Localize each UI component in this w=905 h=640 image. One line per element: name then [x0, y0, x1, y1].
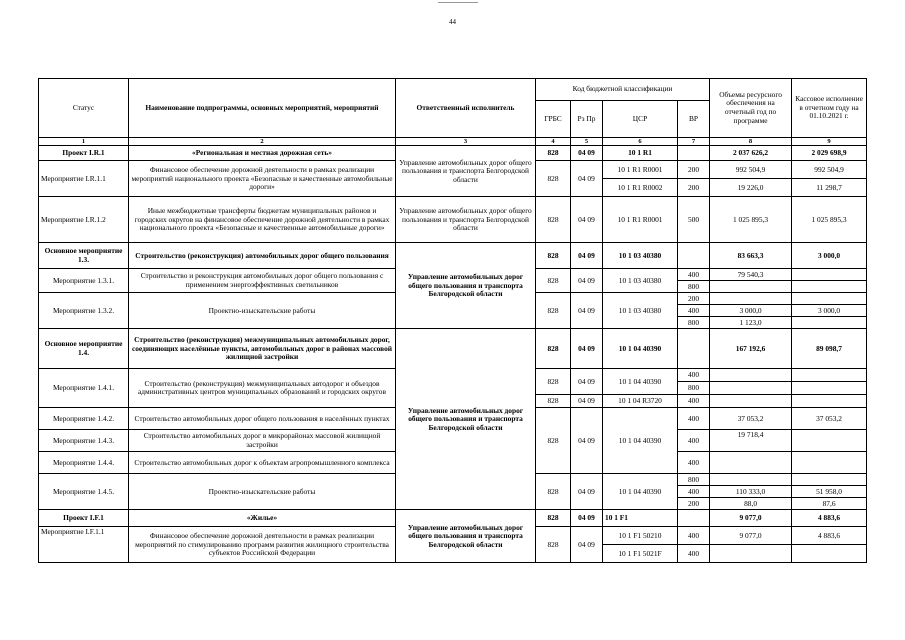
- header-budget-code: Код бюджетной классификации: [536, 79, 710, 101]
- header-rzpr: Рз Пр: [571, 101, 603, 138]
- table-row: [39, 329, 867, 369]
- row-plan: [710, 545, 792, 563]
- row-csr: 10 1 04 40390: [603, 474, 678, 510]
- row-csr: 10 1 04 40390: [603, 329, 678, 369]
- row-name: Строительство (реконструкция) межмуниципальных автодорог и объездов административных центров муниципальных образований и городских округов: [129, 369, 396, 408]
- row-name: Строительство автомобильных дорог в микрорайонах массовой жилищной застройки: [129, 430, 396, 452]
- row-grbs: 828: [536, 269, 571, 293]
- row-plan: [710, 382, 792, 395]
- table-row: [39, 146, 867, 161]
- row-plan: [710, 369, 792, 382]
- row-status: Мероприятие I.R.1.1: [39, 161, 129, 197]
- row-vr: 200: [678, 498, 710, 510]
- row-grbs: 828: [536, 369, 571, 395]
- row-cash: [792, 474, 867, 486]
- row-csr: 10 1 R1 R0001: [603, 161, 678, 179]
- budget-table: [38, 78, 867, 563]
- col-number: 9: [792, 138, 867, 146]
- row-rzpr: 04 09: [571, 269, 603, 293]
- row-grbs: 828: [536, 146, 571, 161]
- row-csr: 10 1 03 40380: [603, 293, 678, 329]
- row-status: Мероприятие 1.4.5.: [39, 474, 129, 510]
- column-numbers-row: [39, 138, 867, 146]
- row-grbs: 828: [536, 197, 571, 243]
- row-csr: 10 1 F1 5021F: [603, 545, 678, 563]
- row-name: Иные межбюджетные трансферты бюджетам муниципальных районов и городских округов на финансовое обеспечение дорожной деятельности в рамках национального проекта «Безопасные и качественные автомобильные дороги»: [129, 197, 396, 243]
- row-rzpr: 04 09: [571, 527, 603, 563]
- row-plan: [710, 281, 792, 293]
- row-rzpr: 04 09: [571, 293, 603, 329]
- row-status: Мероприятие 1.3.1.: [39, 269, 129, 293]
- row-vr: 400: [678, 408, 710, 430]
- row-plan: 83 663,3: [710, 243, 792, 269]
- row-plan: 110 333,0: [710, 486, 792, 498]
- row-status: Мероприятие I.R.1.2: [39, 197, 129, 243]
- row-plan: [710, 293, 792, 305]
- table-row: [39, 510, 867, 527]
- row-name: Финансовое обеспечение дорожной деятельности в рамках реализации мероприятий национального проекта «Безопасные и качественные автомобильные дороги»: [129, 161, 396, 197]
- row-cash: [792, 369, 867, 382]
- row-vr: 400: [678, 395, 710, 408]
- row-plan: 1 025 895,3: [710, 197, 792, 243]
- row-plan: 79 540,3: [710, 269, 792, 281]
- row-csr: 10 1 R1: [603, 146, 678, 161]
- row-cash: [792, 281, 867, 293]
- header-csr: ЦСР: [603, 101, 678, 138]
- header-status: Статус: [39, 79, 129, 138]
- row-csr: 10 1 R1 R0001: [603, 197, 678, 243]
- row-grbs: 828: [536, 510, 571, 527]
- row-status: Мероприятие 1.4.1.: [39, 369, 129, 408]
- row-csr: 10 1 F1 50210: [603, 527, 678, 545]
- row-plan: 167 192,6: [710, 329, 792, 369]
- row-plan: [710, 395, 792, 408]
- row-cash: 3 000,0: [792, 305, 867, 317]
- row-plan: 88,0: [710, 498, 792, 510]
- row-vr: 400: [678, 305, 710, 317]
- row-rzpr: 04 09: [571, 408, 603, 474]
- row-status: Основное мероприятие 1.3.: [39, 243, 129, 269]
- row-executor: Управление автомобильных дорог общего пользования и транспорта Белгородской области: [396, 197, 536, 243]
- row-plan: 1 123,0: [710, 317, 792, 329]
- row-grbs: 828: [536, 161, 571, 197]
- col-number: 6: [603, 138, 678, 146]
- row-cash: 51 958,0: [792, 486, 867, 498]
- row-rzpr: 04 09: [571, 510, 603, 527]
- row-rzpr: 04 09: [571, 329, 603, 369]
- row-cash: 992 504,9: [792, 161, 867, 179]
- row-rzpr: 04 09: [571, 369, 603, 395]
- row-csr: 10 1 04 R3720: [603, 395, 678, 408]
- page-number: 44: [449, 18, 456, 26]
- row-cash: 4 883,6: [792, 527, 867, 545]
- row-vr: 400: [678, 486, 710, 498]
- row-cash: 11 298,7: [792, 179, 867, 197]
- table-row: [39, 243, 867, 269]
- header-vr: ВР: [678, 101, 710, 138]
- row-status: Проект I.R.1: [39, 146, 129, 161]
- header-grbs: ГРБС: [536, 101, 571, 138]
- row-status: Мероприятие 1.4.3.: [39, 430, 129, 452]
- col-number: 3: [396, 138, 536, 146]
- row-name: Финансовое обеспечение дорожной деятельности в рамках реализации мероприятий по стимулированию программ развития жилищного строительства субъектов Российской Федерации: [129, 527, 396, 563]
- row-cash: 2 029 698,9: [792, 146, 867, 161]
- row-cash: 4 883,6: [792, 510, 867, 527]
- row-plan: 2 037 626,2: [710, 146, 792, 161]
- row-cash: 87,6: [792, 498, 867, 510]
- row-cash: [792, 269, 867, 281]
- row-executor: Управление автомобильных дорог общего пользования и транспорта Белгородской области: [396, 510, 536, 563]
- row-grbs: 828: [536, 527, 571, 563]
- col-number: 5: [571, 138, 603, 146]
- row-cash: [792, 382, 867, 395]
- row-vr: 500: [678, 197, 710, 243]
- row-rzpr: 04 09: [571, 474, 603, 510]
- row-rzpr: 04 09: [571, 395, 603, 408]
- row-csr: 10 1 04 40390: [603, 369, 678, 395]
- row-vr: 200: [678, 161, 710, 179]
- row-plan: 9 077,0: [710, 527, 792, 545]
- col-number: 7: [678, 138, 710, 146]
- header-row: [39, 79, 867, 101]
- row-cash: [792, 452, 867, 474]
- row-vr: [678, 510, 710, 527]
- row-rzpr: 04 09: [571, 146, 603, 161]
- col-number: 8: [710, 138, 792, 146]
- row-status: Мероприятие 1.3.2.: [39, 293, 129, 329]
- header-plan: Объемы ресурсного обеспечения на отчетный год по программе: [710, 79, 792, 138]
- row-status: Мероприятие 1.4.4.: [39, 452, 129, 474]
- row-plan: 37 053,2: [710, 408, 792, 430]
- row-vr: 400: [678, 269, 710, 281]
- table-row: [39, 197, 867, 243]
- row-status: Основное мероприятие 1.4.: [39, 329, 129, 369]
- row-csr: 10 1 03 40380: [603, 243, 678, 269]
- row-grbs: 828: [536, 408, 571, 474]
- row-cash: 3 000,0: [792, 243, 867, 269]
- row-name: «Жилье»: [129, 510, 396, 527]
- row-rzpr: 04 09: [571, 161, 603, 197]
- row-cash: [792, 395, 867, 408]
- header-cash: Кассовое исполнение в отчетном году на 01.10.2021 г.: [792, 79, 867, 138]
- row-cash: [792, 293, 867, 305]
- row-name: «Региональная и местная дорожная сеть»: [129, 146, 396, 161]
- row-plan: 3 000,0: [710, 305, 792, 317]
- row-grbs: 828: [536, 329, 571, 369]
- row-name: Строительство и реконструкция автомобильных дорог общего пользования с применением энергоэффективных светильников: [129, 269, 396, 293]
- row-grbs: 828: [536, 243, 571, 269]
- row-vr: 400: [678, 527, 710, 545]
- row-vr: 400: [678, 430, 710, 452]
- row-vr: 800: [678, 281, 710, 293]
- row-cash: [792, 430, 867, 452]
- scan-edge-mark: [438, 2, 478, 3]
- row-vr: 800: [678, 474, 710, 486]
- row-vr: [678, 243, 710, 269]
- row-name: Проектно-изыскательские работы: [129, 474, 396, 510]
- row-cash: 89 098,7: [792, 329, 867, 369]
- row-executor: Управление автомобильных дорог общего пользования и транспорта Белгородской области: [396, 146, 536, 197]
- row-name: Строительство (реконструкция) межмуниципальных автомобильных дорог, соединяющих населённые пункты, автомобильных дорог в районах массовой жилищной застройки: [129, 329, 396, 369]
- row-vr: 200: [678, 293, 710, 305]
- col-number: 1: [39, 138, 129, 146]
- row-grbs: 828: [536, 293, 571, 329]
- row-grbs: 828: [536, 474, 571, 510]
- row-name: Строительство автомобильных дорог к объектам агропромышленного комплекса: [129, 452, 396, 474]
- row-executor: Управление автомобильных дорог общего пользования и транспорта Белгородской области: [396, 329, 536, 510]
- row-rzpr: 04 09: [571, 243, 603, 269]
- row-plan: 992 504,9: [710, 161, 792, 179]
- row-csr: 10 1 F1: [603, 510, 678, 527]
- row-name: Строительство автомобильных дорог общего пользования в населённых пунктах: [129, 408, 396, 430]
- row-cash: [792, 317, 867, 329]
- row-csr: 10 1 R1 R0002: [603, 179, 678, 197]
- row-csr: 10 1 04 40390: [603, 408, 678, 474]
- row-vr: 400: [678, 452, 710, 474]
- row-vr: 200: [678, 179, 710, 197]
- row-vr: [678, 146, 710, 161]
- header-executor: Ответственный исполнитель: [396, 79, 536, 138]
- row-status: Мероприятие 1.4.2.: [39, 408, 129, 430]
- col-number: 4: [536, 138, 571, 146]
- row-status: Мероприятие I.F.1.1: [39, 527, 129, 563]
- row-rzpr: 04 09: [571, 197, 603, 243]
- row-vr: 800: [678, 317, 710, 329]
- row-plan: 19 718,4: [710, 430, 792, 452]
- row-name: Строительство (реконструкция) автомобильных дорог общего пользования: [129, 243, 396, 269]
- row-vr: 400: [678, 545, 710, 563]
- row-plan: 19 226,0: [710, 179, 792, 197]
- row-plan: [710, 474, 792, 486]
- row-grbs: 828: [536, 395, 571, 408]
- row-plan: 9 077,0: [710, 510, 792, 527]
- row-status: Проект I.F.1: [39, 510, 129, 527]
- row-executor: Управление автомобильных дорог общего пользования и транспорта Белгородской области: [396, 243, 536, 329]
- row-vr: [678, 329, 710, 369]
- row-csr: 10 1 03 40380: [603, 269, 678, 293]
- row-cash: [792, 545, 867, 563]
- header-name: Наименование подпрограммы, основных мероприятий, мероприятий: [129, 79, 396, 138]
- row-vr: 400: [678, 369, 710, 382]
- col-number: 2: [129, 138, 396, 146]
- row-cash: 1 025 895,3: [792, 197, 867, 243]
- row-vr: 800: [678, 382, 710, 395]
- row-cash: 37 053,2: [792, 408, 867, 430]
- row-name: Проектно-изыскательские работы: [129, 293, 396, 329]
- row-plan: [710, 452, 792, 474]
